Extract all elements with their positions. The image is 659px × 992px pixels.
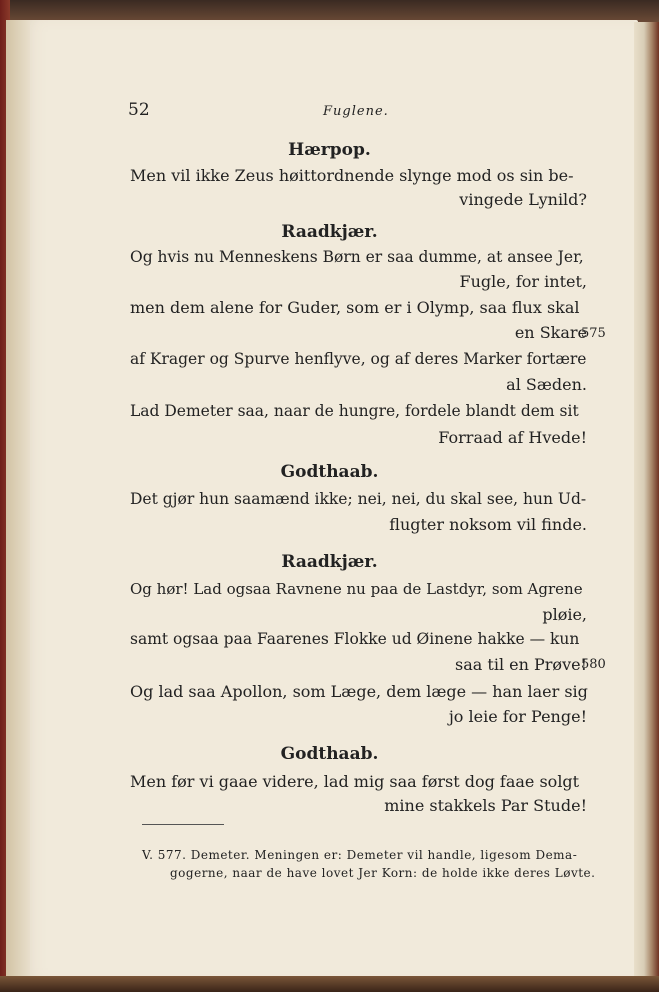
verse-line-continuation: saa til en Prøve! bbox=[455, 655, 587, 674]
verse-line: Og hør! Lad ogsaa Ravnene nu paa de Lastdyr, som Agrene bbox=[130, 580, 583, 598]
verse-line-continuation: Fugle, for intet, bbox=[459, 272, 587, 291]
verse-line-continuation: Forraad af Hvede! bbox=[438, 428, 587, 447]
verse-line: Og lad saa Apollon, som Læge, dem læge — han laer sig bbox=[130, 682, 588, 701]
page-number: 52 bbox=[128, 100, 150, 120]
footnote-line: gogerne, naar de have lovet Jer Korn: de holde ikke deres Løvte. bbox=[170, 866, 596, 880]
verse-line-continuation: vingede Lynild? bbox=[459, 190, 587, 209]
verse-line: Det gjør hun saamænd ikke; nei, nei, du skal see, hun Ud- bbox=[130, 490, 587, 508]
footnote-line: V. 577. Demeter. Meningen er: Demeter vil handle, ligesom Dema- bbox=[142, 848, 578, 862]
line-number: 580 bbox=[581, 657, 606, 672]
verse-line: Lad Demeter saa, naar de hungre, fordele blandt dem sit bbox=[130, 402, 579, 420]
verse-line-continuation: jo leie for Penge! bbox=[448, 707, 587, 726]
verse-line-continuation: pløie, bbox=[542, 605, 587, 624]
line-number: 575 bbox=[581, 326, 606, 341]
running-title: Fuglene. bbox=[323, 104, 389, 119]
verse-line-continuation: en Skare bbox=[514, 323, 587, 342]
verse-line: Og hvis nu Menneskens Børn er saa dumme, at ansee Jer, bbox=[130, 248, 584, 266]
footnote-rule bbox=[142, 824, 224, 825]
speaker-heading: Godthaab. bbox=[280, 744, 379, 764]
verse-line-continuation: mine stakkels Par Stude! bbox=[384, 796, 587, 815]
verse-line: men dem alene for Guder, som er i Olymp, saa flux skal bbox=[130, 298, 580, 317]
verse-line-continuation: flugter noksom vil finde. bbox=[389, 515, 587, 534]
speaker-heading: Godthaab. bbox=[280, 462, 379, 482]
speaker-heading: Raadkjær. bbox=[281, 552, 378, 572]
verse-line-continuation: al Sæden. bbox=[506, 375, 587, 394]
verse-line: Men vil ikke Zeus høittordnende slynge mod os sin be- bbox=[130, 166, 574, 185]
verse-line: samt ogsaa paa Faarenes Flokke ud Øinene hakke — kun bbox=[130, 630, 580, 648]
speaker-heading: Hærpop. bbox=[288, 140, 371, 160]
speaker-heading: Raadkjær. bbox=[281, 222, 378, 242]
verse-line: af Krager og Spurve henflyve, og af deres Marker fortære bbox=[130, 350, 587, 368]
verse-line: Men før vi gaae videre, lad mig saa først dog faae solgt bbox=[130, 772, 580, 791]
